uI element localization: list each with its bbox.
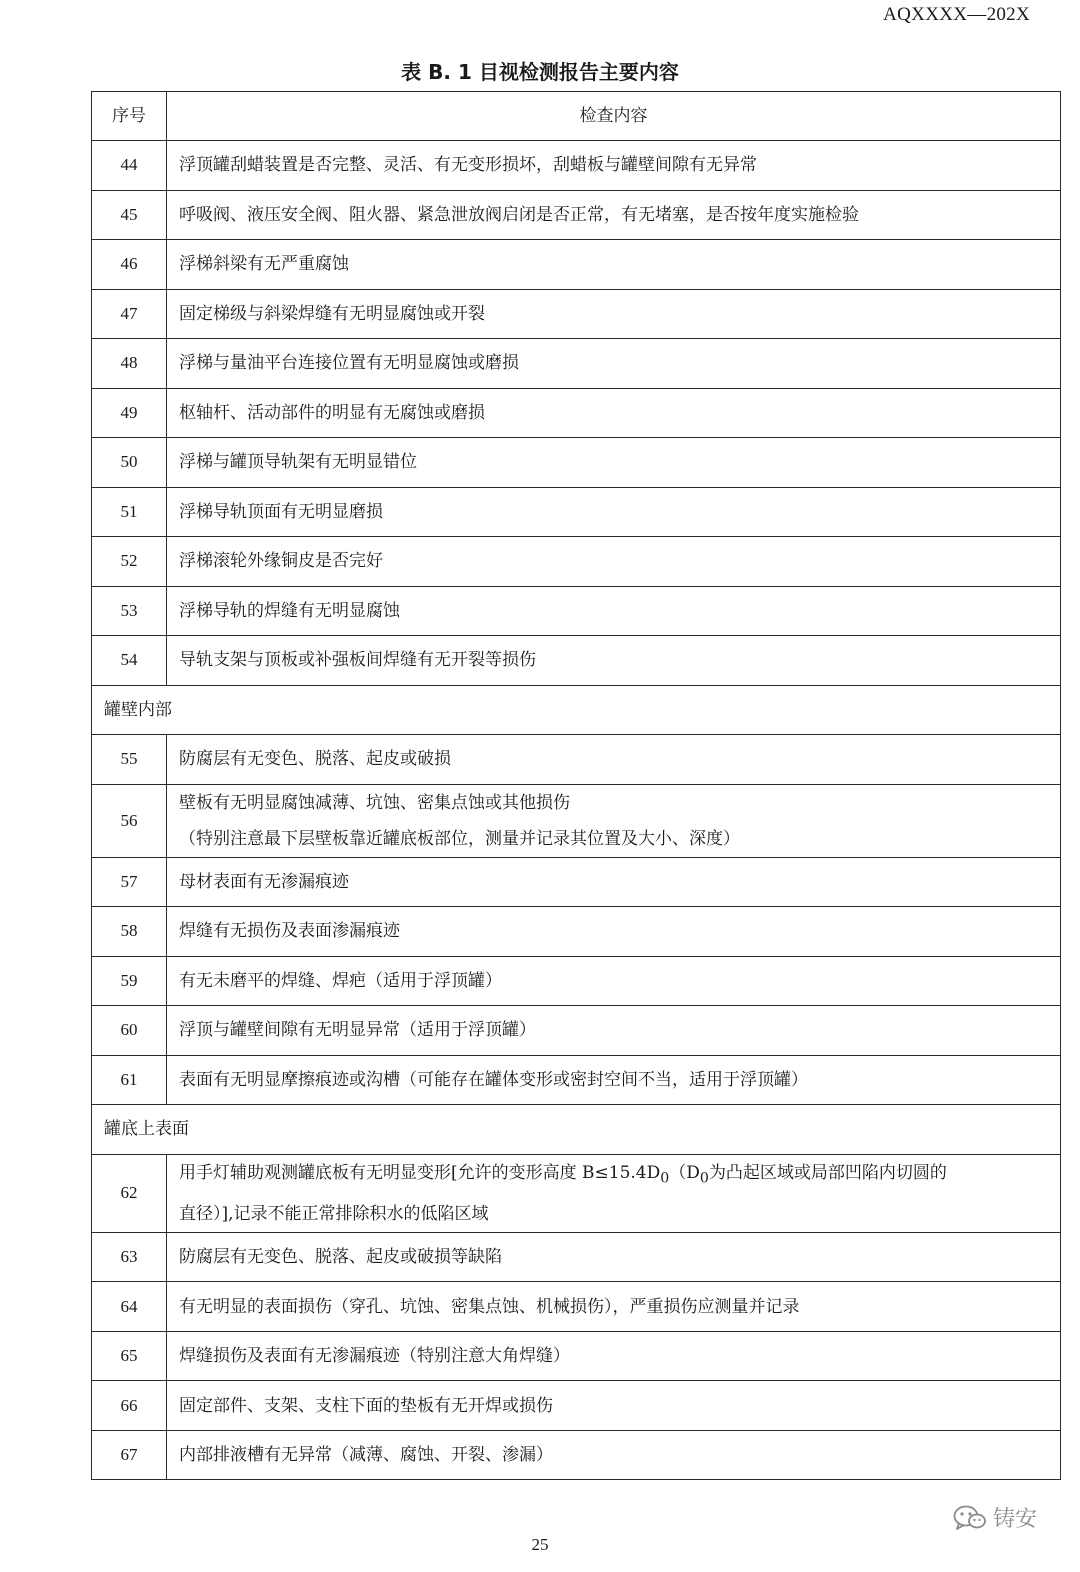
row-content: 防腐层有无变色、脱落、起皮或破损等缺陷 [167, 1232, 1061, 1282]
table-row [92, 289, 1061, 339]
table-row [92, 956, 1061, 1006]
section-row-tank-wall-interior [92, 685, 1061, 735]
row-number: 49 [92, 388, 167, 438]
row-content: 固定部件、支架、支柱下面的垫板有无开焊或损伤 [167, 1381, 1061, 1431]
subscript: 0 [699, 1169, 709, 1186]
row-number: 44 [92, 141, 167, 191]
table-row [92, 784, 1061, 857]
table-row [92, 586, 1061, 636]
wechat-icon [953, 1504, 987, 1532]
row-number: 61 [92, 1055, 167, 1105]
row-content-line-1 [179, 1155, 1052, 1196]
section-label: 罐壁内部 [92, 685, 1061, 735]
document-code: AQXXXX—202X [883, 4, 1030, 25]
row-content: 导轨支架与顶板或补强板间焊缝有无开裂等损伤 [167, 636, 1061, 686]
row-number: 67 [92, 1430, 167, 1480]
row-content [167, 1154, 1061, 1232]
table-row [92, 438, 1061, 488]
row-content: 焊缝损伤及表面有无渗漏痕迹（特别注意大角焊缝） [167, 1331, 1061, 1381]
table-row [92, 388, 1061, 438]
row-content: 防腐层有无变色、脱落、起皮或破损 [167, 735, 1061, 785]
table-row [92, 1282, 1061, 1332]
row-number: 46 [92, 240, 167, 290]
row-number: 54 [92, 636, 167, 686]
inspection-table [91, 91, 1061, 1480]
text-segment: 为凸起区域或局部凹陷内切圆的 [708, 1162, 947, 1183]
row-number: 58 [92, 907, 167, 957]
table-row [92, 190, 1061, 240]
text-segment: （D [669, 1162, 700, 1183]
table-row [92, 735, 1061, 785]
row-content: 内部排液槽有无异常（减薄、腐蚀、开裂、渗漏） [167, 1430, 1061, 1480]
column-header-content: 检查内容 [167, 92, 1061, 141]
table-row [92, 857, 1061, 907]
row-content: 母材表面有无渗漏痕迹 [167, 857, 1061, 907]
row-number: 50 [92, 438, 167, 488]
row-content [167, 784, 1061, 857]
row-content: 浮梯滚轮外缘铜皮是否完好 [167, 537, 1061, 587]
row-number: 60 [92, 1006, 167, 1056]
subscript: 0 [660, 1169, 670, 1186]
row-content: 浮梯与罐顶导轨架有无明显错位 [167, 438, 1061, 488]
table-row [92, 339, 1061, 389]
row-number: 63 [92, 1232, 167, 1282]
row-number: 51 [92, 487, 167, 537]
table-row [92, 1006, 1061, 1056]
table-row [92, 1331, 1061, 1381]
table-row [92, 240, 1061, 290]
watermark [953, 1502, 1037, 1533]
table-title: 表 B. 1 目视检测报告主要内容 [401, 60, 679, 84]
row-content: 焊缝有无损伤及表面渗漏痕迹 [167, 907, 1061, 957]
column-header-number: 序号 [92, 92, 167, 141]
row-content: 呼吸阀、液压安全阀、阻火器、紧急泄放阀启闭是否正常，有无堵塞，是否按年度实施检验 [167, 190, 1061, 240]
row-number: 56 [92, 784, 167, 857]
row-number: 48 [92, 339, 167, 389]
row-number: 47 [92, 289, 167, 339]
row-number: 52 [92, 537, 167, 587]
row-number: 57 [92, 857, 167, 907]
row-content-line-1: 壁板有无明显腐蚀减薄、坑蚀、密集点蚀或其他损伤 [179, 792, 570, 813]
row-content: 浮梯导轨顶面有无明显磨损 [167, 487, 1061, 537]
row-number: 53 [92, 586, 167, 636]
table-row [92, 487, 1061, 537]
text-segment: 用手灯辅助观测罐底板有无明显变形[允许的变形高度 B≤15.4D [179, 1162, 661, 1183]
row-content: 固定梯级与斜梁焊缝有无明显腐蚀或开裂 [167, 289, 1061, 339]
row-content: 枢轴杆、活动部件的明显有无腐蚀或磨损 [167, 388, 1061, 438]
table-row [92, 141, 1061, 191]
row-number: 45 [92, 190, 167, 240]
table-row [92, 1381, 1061, 1431]
row-content: 有无明显的表面损伤（穿孔、坑蚀、密集点蚀、机械损伤），严重损伤应测量并记录 [167, 1282, 1061, 1332]
row-content-line-2: 直径）],记录不能正常排除积水的低陷区域 [179, 1203, 489, 1224]
row-content: 浮顶罐刮蜡装置是否完整、灵活、有无变形损坏，刮蜡板与罐壁间隙有无异常 [167, 141, 1061, 191]
row-content: 浮梯与量油平台连接位置有无明显腐蚀或磨损 [167, 339, 1061, 389]
section-row-tank-bottom-upper-surface [92, 1105, 1061, 1155]
section-label: 罐底上表面 [92, 1105, 1061, 1155]
page-number: 25 [531, 1535, 549, 1554]
row-number: 59 [92, 956, 167, 1006]
table-header-row [92, 92, 1061, 141]
row-content: 浮梯斜梁有无严重腐蚀 [167, 240, 1061, 290]
row-number: 64 [92, 1282, 167, 1332]
row-content: 表面有无明显摩擦痕迹或沟槽（可能存在罐体变形或密封空间不当，适用于浮顶罐） [167, 1055, 1061, 1105]
row-content: 浮梯导轨的焊缝有无明显腐蚀 [167, 586, 1061, 636]
row-content: 浮顶与罐壁间隙有无明显异常（适用于浮顶罐） [167, 1006, 1061, 1056]
table-row [92, 1154, 1061, 1232]
table-row [92, 907, 1061, 957]
row-number: 65 [92, 1331, 167, 1381]
table-row [92, 537, 1061, 587]
table-row [92, 636, 1061, 686]
row-number: 55 [92, 735, 167, 785]
table-row [92, 1430, 1061, 1480]
row-number: 62 [92, 1154, 167, 1232]
row-number: 66 [92, 1381, 167, 1431]
table-row [92, 1055, 1061, 1105]
inspection-table-wrapper [91, 91, 1060, 1480]
watermark-text: 铸安 [993, 1507, 1038, 1532]
row-content: 有无未磨平的焊缝、焊疤（适用于浮顶罐） [167, 956, 1061, 1006]
table-row [92, 1232, 1061, 1282]
row-content-line-2: （特别注意最下层壁板靠近罐底板部位，测量并记录其位置及大小、深度） [179, 828, 740, 849]
